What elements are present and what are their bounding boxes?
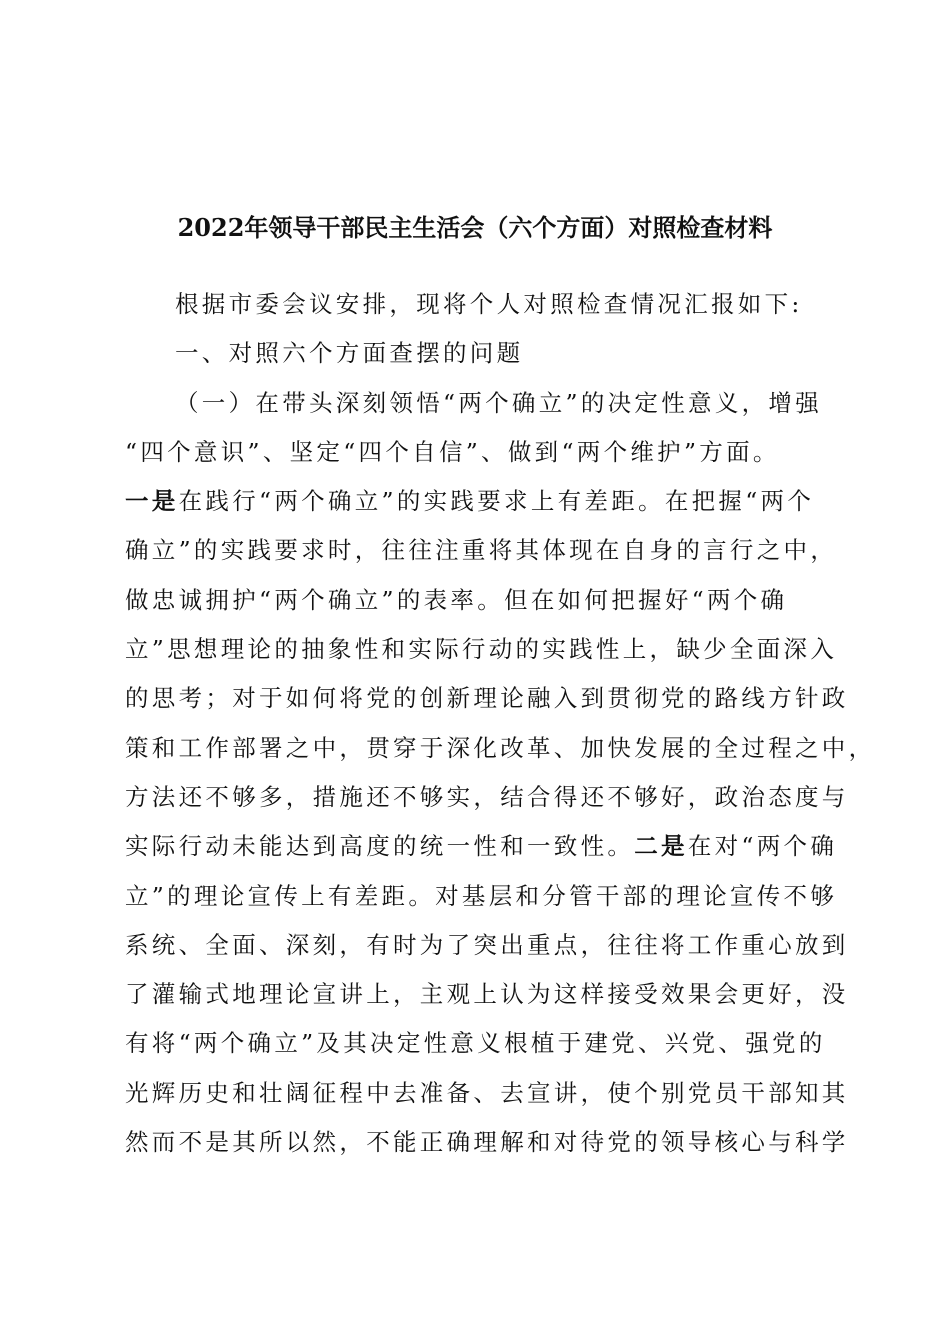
intro-paragraph: 根据市委会议安排，现将个人对照检查情况汇报如下:: [175, 290, 803, 318]
body-line: 做忠诚拥护“两个确立”的表率。但在如何把握好“两个确: [125, 585, 788, 614]
body-line: 然而不是其所以然，不能正确理解和对待党的领导核心与科学: [125, 1128, 849, 1157]
point-one-text: 在践行“两个确立”的实践要求上有差距。在把握“两个: [178, 487, 815, 516]
body-line: 方法还不够多，措施还不够实，结合得还不够好，政治态度与: [125, 782, 849, 811]
body-text-segment: 实际行动未能达到高度的统一性和一致性。: [125, 832, 635, 861]
body-line: 立”的理论宣传上有差距。对基层和分管干部的理论宣传不够: [125, 881, 838, 910]
body-line: 有将“两个确立”及其决定性意义根植于建党、兴党、强党的: [125, 1029, 826, 1058]
section-heading: 一、对照六个方面查摆的问题: [175, 339, 524, 368]
body-line: 了灌输式地理论宣讲上，主观上认为这样接受效果会更好，没: [125, 980, 849, 1009]
document-body: [125, 280, 876, 1167]
subsection-heading-line-2: “四个意识”、坚定“四个自信”、做到“两个维护”方面。: [125, 437, 780, 466]
body-line: 光辉历史和壮阔征程中去准备、去宣讲，使个别党员干部知其: [125, 1078, 849, 1107]
point-two-text: 在对“两个确: [687, 832, 838, 861]
body-line: 的思考；对于如何将党的创新理论融入到贯彻党的路线方针政: [125, 684, 849, 713]
document-title: 2022年领导干部民主生活会（六个方面）对照检查材料: [177, 213, 773, 242]
body-line: 确立”的实践要求时，往往注重将其体现在自身的言行之中，: [125, 536, 838, 565]
point-two-label: 二是: [634, 832, 688, 861]
point-one-label: 一是: [125, 487, 179, 516]
subsection-heading-line-1: （一）在带头深刻领悟“两个确立”的决定性意义，增强: [175, 388, 823, 417]
body-line: 策和工作部署之中，贯穿于深化改革、加快发展的全过程之中，: [125, 733, 876, 762]
body-line: 立”思想理论的抽象性和实际行动的实践性上，缺少全面深入: [125, 635, 838, 664]
body-line: 系统、全面、深刻，有时为了突出重点，往往将工作重心放到: [125, 930, 849, 959]
point-one-line: [125, 477, 835, 526]
point-two-line: [125, 822, 838, 871]
